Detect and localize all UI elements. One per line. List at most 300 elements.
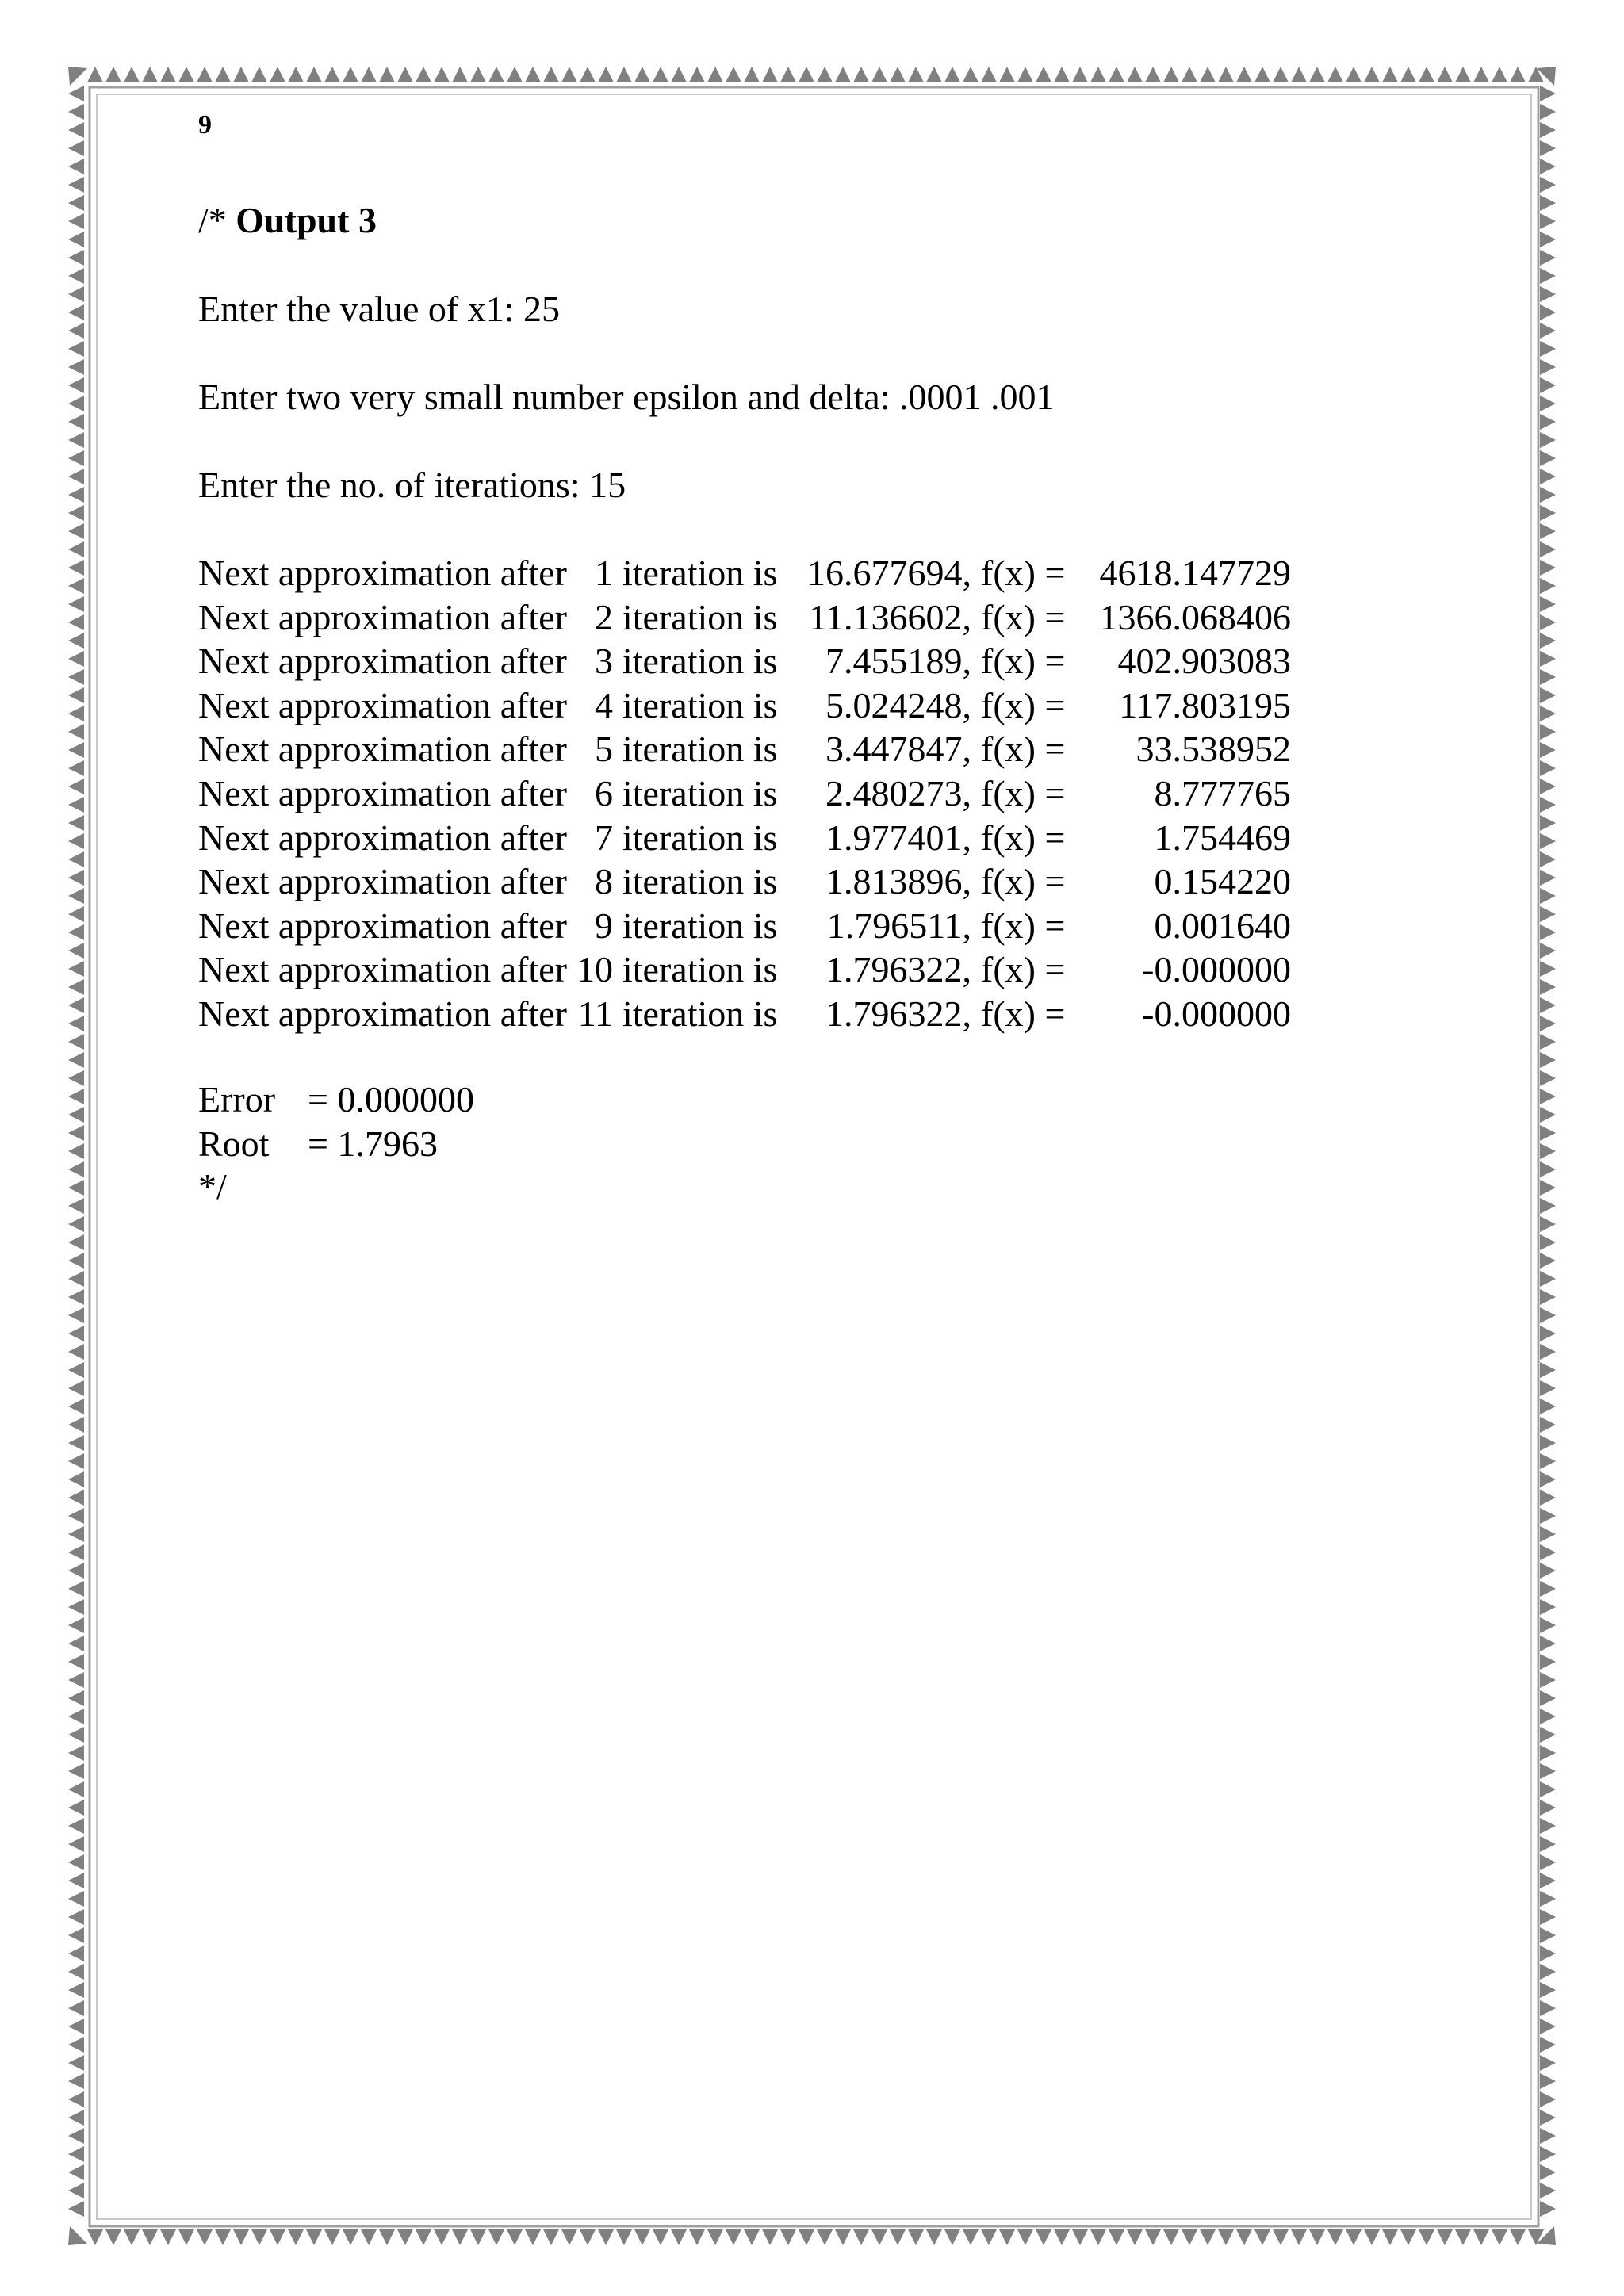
root-value: = 1.7963 <box>308 1123 438 1164</box>
border-triangle-left <box>68 1161 84 1177</box>
border-triangle-right <box>1540 979 1556 995</box>
border-triangle-left <box>68 1362 84 1378</box>
border-triangle-left <box>68 1836 84 1852</box>
border-triangle-right <box>1540 2091 1556 2107</box>
border-triangle-bottom <box>288 2229 304 2245</box>
iteration-mid-text: iteration is <box>622 993 778 1034</box>
border-triangle-bottom <box>416 2229 431 2245</box>
border-triangle-bottom <box>853 2229 869 2245</box>
border-triangle-left <box>68 1891 84 1907</box>
border-triangle-left <box>68 742 84 758</box>
border-triangle-top <box>726 67 741 82</box>
border-triangle-left <box>68 2019 84 2034</box>
iteration-fx-value: -0.000000 <box>1142 949 1291 989</box>
border-triangle-right <box>1540 997 1556 1013</box>
border-triangle-left <box>68 1490 84 1506</box>
border-triangle-bottom <box>780 2229 796 2245</box>
border-triangle-right <box>1540 1599 1556 1615</box>
border-triangle-top <box>1254 67 1270 82</box>
border-triangle-right <box>1540 1818 1556 1834</box>
border-triangle-top <box>1455 67 1471 82</box>
border-triangle-right <box>1540 414 1556 430</box>
border-triangle-right <box>1540 304 1556 320</box>
iteration-mid-text: iteration is <box>622 861 778 901</box>
iteration-number: 7 <box>595 817 613 858</box>
border-triangle-bottom <box>890 2229 906 2245</box>
border-triangle-left <box>68 1526 84 1542</box>
border-triangle-right <box>1540 1253 1556 1269</box>
border-triangle-left <box>68 213 84 229</box>
iteration-prefix: Next approximation after <box>198 861 567 901</box>
iteration-fx-label: f(x) = <box>981 553 1066 593</box>
border-triangle-left <box>68 1781 84 1797</box>
border-triangle-right <box>1540 1234 1556 1250</box>
border-triangle-left <box>68 1234 84 1250</box>
border-triangle-left <box>68 633 84 649</box>
border-triangle-right <box>1540 651 1556 667</box>
border-triangle-top <box>270 67 285 82</box>
border-triangle-left <box>68 870 84 886</box>
border-triangle-top <box>926 67 942 82</box>
border-triangle-left <box>68 1435 84 1451</box>
border-triangle-right <box>1540 1727 1556 1743</box>
iteration-mid-text: iteration is <box>622 773 778 813</box>
border-triangle-left <box>68 159 84 174</box>
border-triangle-left <box>68 779 84 794</box>
border-triangle-left <box>68 2164 84 2180</box>
border-triangle-top <box>1327 67 1343 82</box>
border-triangle-top <box>1382 67 1398 82</box>
border-triangle-left <box>68 232 84 247</box>
border-triangle-bottom <box>963 2229 979 2245</box>
iteration-fx-value: 8.777765 <box>1154 773 1291 813</box>
iteration-x-value: 1.813896, <box>825 861 971 901</box>
border-triangle-right <box>1540 1836 1556 1852</box>
border-triangle-right <box>1540 724 1556 740</box>
border-triangle-right <box>1540 432 1556 448</box>
iteration-prefix: Next approximation after <box>198 553 567 593</box>
border-triangle-top <box>434 67 450 82</box>
border-triangle-bottom <box>215 2229 231 2245</box>
border-triangle-right <box>1540 1672 1556 1688</box>
border-triangle-top <box>105 67 121 82</box>
border-triangle-top <box>853 67 869 82</box>
border-triangle-bottom <box>1054 2229 1070 2245</box>
border-triangle-left <box>68 1271 84 1287</box>
iteration-fx-value: 0.001640 <box>1154 905 1291 946</box>
border-triangle-right <box>1540 1435 1556 1451</box>
border-triangle-bottom <box>324 2229 340 2245</box>
border-triangle-left <box>68 104 84 120</box>
border-triangle-bottom <box>1200 2229 1216 2245</box>
border-triangle-right <box>1540 851 1556 867</box>
border-triangle-right <box>1540 1909 1556 1925</box>
iteration-fx-value: 402.903083 <box>1117 641 1291 681</box>
border-triangle-top <box>324 67 340 82</box>
border-triangle-right <box>1540 1508 1556 1524</box>
iteration-number: 8 <box>595 861 613 901</box>
border-triangle-right <box>1540 1107 1556 1123</box>
border-triangle-bottom <box>1090 2229 1106 2245</box>
border-triangle-left <box>68 1198 84 1214</box>
border-triangle-top <box>871 67 887 82</box>
border-triangle-right <box>1540 1709 1556 1724</box>
border-triangle-right <box>1540 2146 1556 2162</box>
border-triangle-bottom <box>361 2229 377 2245</box>
iteration-x-value: 7.455189, <box>825 641 971 681</box>
iteration-x-value: 1.977401, <box>825 817 971 858</box>
border-triangle-right <box>1540 1636 1556 1651</box>
border-triangle-left <box>68 851 84 867</box>
border-triangle-left <box>68 177 84 193</box>
border-triangle-bottom <box>981 2229 997 2245</box>
border-triangle-top <box>561 67 577 82</box>
border-triangle-bottom <box>1327 2229 1343 2245</box>
border-triangle-left <box>68 1873 84 1888</box>
border-triangle-left <box>68 1927 84 1943</box>
border-triangle-left <box>68 1380 84 1396</box>
border-triangle-left <box>68 359 84 375</box>
border-triangle-right <box>1540 1946 1556 1961</box>
border-triangle-right <box>1540 1417 1556 1433</box>
border-triangle-left <box>68 1107 84 1123</box>
border-triangle-left <box>68 1599 84 1615</box>
border-triangle-bottom <box>1291 2229 1307 2245</box>
iteration-fx-value: 33.538952 <box>1136 729 1291 769</box>
border-triangle-bottom <box>1127 2229 1143 2245</box>
border-triangle-right <box>1540 669 1556 685</box>
border-triangle-right <box>1540 1563 1556 1578</box>
border-triangle-top <box>452 67 468 82</box>
border-corner-top-left <box>68 67 87 86</box>
border-triangle-top <box>288 67 304 82</box>
border-triangle-top <box>470 67 486 82</box>
border-triangle-bottom <box>1236 2229 1252 2245</box>
border-triangle-top <box>1109 67 1124 82</box>
border-triangle-top <box>1072 67 1088 82</box>
border-triangle-left <box>68 596 84 612</box>
iteration-prefix: Next approximation after <box>198 993 567 1034</box>
border-triangle-right <box>1540 833 1556 849</box>
border-triangle-left <box>68 651 84 667</box>
border-triangle-bottom <box>1437 2229 1453 2245</box>
border-triangle-top <box>1492 67 1507 82</box>
border-triangle-left <box>68 1016 84 1031</box>
border-triangle-left <box>68 487 84 503</box>
border-triangle-top <box>1473 67 1489 82</box>
border-triangle-right <box>1540 1854 1556 1870</box>
border-triangle-left <box>68 687 84 703</box>
border-triangle-top <box>1017 67 1033 82</box>
border-triangle-top <box>1400 67 1416 82</box>
border-triangle-top <box>1218 67 1234 82</box>
border-triangle-right <box>1540 2073 1556 2089</box>
border-triangle-bottom <box>1400 2229 1416 2245</box>
iteration-prefix: Next approximation after <box>198 641 567 681</box>
border-triangle-left <box>68 1800 84 1816</box>
border-triangle-left <box>68 1508 84 1524</box>
iteration-fx-value: 117.803195 <box>1119 685 1291 725</box>
border-triangle-top <box>1200 67 1216 82</box>
border-triangle-bottom <box>799 2229 814 2245</box>
border-triangle-left <box>68 86 84 101</box>
border-triangle-bottom <box>726 2229 741 2245</box>
iteration-fx-label: f(x) = <box>981 729 1066 769</box>
iteration-number: 11 <box>577 993 613 1034</box>
iteration-prefix: Next approximation after <box>198 685 567 725</box>
border-triangle-right <box>1540 1399 1556 1414</box>
border-triangle-right <box>1540 159 1556 174</box>
border-triangle-bottom <box>1254 2229 1270 2245</box>
border-triangle-bottom <box>908 2229 924 2245</box>
border-triangle-bottom <box>1473 2229 1489 2245</box>
border-triangle-left <box>68 286 84 302</box>
border-triangle-bottom <box>999 2229 1015 2245</box>
iteration-fx-label: f(x) = <box>981 949 1066 989</box>
border-triangle-top <box>197 67 213 82</box>
border-triangle-top <box>1090 67 1106 82</box>
border-triangle-top <box>598 67 614 82</box>
iteration-mid-text: iteration is <box>622 553 778 593</box>
iteration-mid-text: iteration is <box>622 597 778 637</box>
border-triangle-top <box>379 67 395 82</box>
border-triangle-left <box>68 1399 84 1414</box>
border-triangle-left <box>68 1417 84 1433</box>
iteration-number: 4 <box>595 685 613 725</box>
border-triangle-right <box>1540 1143 1556 1159</box>
border-triangle-bottom <box>270 2229 285 2245</box>
border-triangle-right <box>1540 1964 1556 1980</box>
border-triangle-right <box>1540 742 1556 758</box>
border-triangle-left <box>68 815 84 831</box>
border-triangle-right <box>1540 487 1556 503</box>
border-triangle-right <box>1540 1800 1556 1816</box>
border-triangle-bottom <box>1309 2229 1325 2245</box>
border-triangle-right <box>1540 250 1556 266</box>
border-triangle-left <box>68 760 84 776</box>
border-triangle-left <box>68 523 84 539</box>
border-triangle-top <box>780 67 796 82</box>
border-triangle-bottom <box>1145 2229 1161 2245</box>
border-triangle-top <box>653 67 668 82</box>
iteration-x-value: 1.796322, <box>825 949 971 989</box>
border-triangle-bottom <box>488 2229 504 2245</box>
border-triangle-right <box>1540 286 1556 302</box>
border-triangle-bottom <box>1182 2229 1197 2245</box>
border-triangle-right <box>1540 122 1556 138</box>
border-triangle-left <box>68 578 84 594</box>
border-triangle-right <box>1540 1326 1556 1341</box>
border-triangle-right <box>1540 1490 1556 1506</box>
border-triangle-top <box>488 67 504 82</box>
border-triangle-right <box>1540 1052 1556 1068</box>
border-triangle-top <box>963 67 979 82</box>
iteration-fx-value: 1.754469 <box>1154 817 1291 858</box>
border-triangle-left <box>68 432 84 448</box>
border-triangle-right <box>1540 213 1556 229</box>
border-triangle-right <box>1540 2164 1556 2180</box>
border-triangle-left <box>68 450 84 466</box>
border-triangle-right <box>1540 924 1556 940</box>
prompt-epsilon-delta: Enter two very small number epsilon and delta: .0001 .001 <box>198 377 1055 417</box>
border-triangle-right <box>1540 1927 1556 1943</box>
iteration-fx-label: f(x) = <box>981 773 1066 813</box>
border-triangle-top <box>999 67 1015 82</box>
border-triangle-right <box>1540 596 1556 612</box>
border-triangle-top <box>397 67 413 82</box>
border-triangle-bottom <box>762 2229 778 2245</box>
border-triangle-right <box>1540 232 1556 247</box>
border-triangle-left <box>68 1854 84 1870</box>
border-triangle-top <box>1291 67 1307 82</box>
border-triangle-left <box>68 1672 84 1688</box>
iteration-fx-label: f(x) = <box>981 993 1066 1034</box>
border-triangle-bottom <box>871 2229 887 2245</box>
border-triangle-left <box>68 396 84 411</box>
iteration-fx-value: 1366.068406 <box>1099 597 1291 637</box>
border-triangle-left <box>68 1253 84 1269</box>
border-triangle-top <box>525 67 541 82</box>
border-triangle-left <box>68 1034 84 1050</box>
border-triangle-right <box>1540 560 1556 576</box>
border-triangle-left <box>68 1326 84 1341</box>
border-triangle-left <box>68 1070 84 1086</box>
border-triangle-bottom <box>452 2229 468 2245</box>
border-triangle-right <box>1540 523 1556 539</box>
border-triangle-bottom <box>470 2229 486 2245</box>
iteration-fx-value: 4618.147729 <box>1099 553 1291 593</box>
iteration-prefix: Next approximation after <box>198 949 567 989</box>
border-triangle-left <box>68 1344 84 1360</box>
border-triangle-right <box>1540 1654 1556 1670</box>
border-triangle-right <box>1540 614 1556 630</box>
border-triangle-bottom <box>233 2229 249 2245</box>
border-triangle-right <box>1540 1289 1556 1305</box>
iteration-number: 2 <box>595 597 613 637</box>
border-triangle-left <box>68 1709 84 1724</box>
border-triangle-bottom <box>1510 2229 1526 2245</box>
iteration-fx-value: -0.000000 <box>1142 993 1291 1034</box>
border-triangle-left <box>68 1909 84 1925</box>
border-triangle-bottom <box>689 2229 705 2245</box>
border-triangle-bottom <box>124 2229 140 2245</box>
iteration-mid-text: iteration is <box>622 905 778 946</box>
border-triangle-top <box>160 67 176 82</box>
border-triangle-bottom <box>197 2229 213 2245</box>
border-triangle-left <box>68 505 84 521</box>
border-triangle-right <box>1540 961 1556 977</box>
border-triangle-right <box>1540 2055 1556 2071</box>
border-triangle-left <box>68 1581 84 1597</box>
border-triangle-right <box>1540 1581 1556 1597</box>
iteration-fx-label: f(x) = <box>981 597 1066 637</box>
border-triangle-right <box>1540 140 1556 156</box>
border-triangle-top <box>1054 67 1070 82</box>
border-triangle-right <box>1540 341 1556 357</box>
border-triangle-top <box>1364 67 1380 82</box>
border-triangle-top <box>817 67 833 82</box>
border-triangle-bottom <box>817 2229 833 2245</box>
border-triangle-left <box>68 140 84 156</box>
border-triangle-right <box>1540 1307 1556 1323</box>
border-triangle-right <box>1540 1125 1556 1141</box>
border-triangle-bottom <box>397 2229 413 2245</box>
border-triangle-right <box>1540 2019 1556 2034</box>
border-triangle-top <box>981 67 997 82</box>
iteration-prefix: Next approximation after <box>198 905 567 946</box>
border-triangle-left <box>68 1544 84 1560</box>
border-triangle-left <box>68 797 84 813</box>
border-triangle-top <box>944 67 960 82</box>
border-triangle-right <box>1540 377 1556 393</box>
border-triangle-bottom <box>507 2229 523 2245</box>
border-triangle-left <box>68 469 84 484</box>
border-triangle-bottom <box>835 2229 851 2245</box>
border-triangle-right <box>1540 1873 1556 1888</box>
iteration-mid-text: iteration is <box>622 949 778 989</box>
border-triangle-right <box>1540 1344 1556 1360</box>
border-triangle-right <box>1540 1982 1556 1998</box>
border-triangle-left <box>68 1307 84 1323</box>
border-triangle-top <box>416 67 431 82</box>
border-triangle-right <box>1540 1034 1556 1050</box>
border-triangle-left <box>68 706 84 721</box>
prompt-x1: Enter the value of x1: 25 <box>198 289 561 329</box>
border-triangle-right <box>1540 1471 1556 1487</box>
border-triangle-right <box>1540 505 1556 521</box>
border-triangle-left <box>68 541 84 557</box>
border-triangle-left <box>68 414 84 430</box>
border-triangle-right <box>1540 323 1556 339</box>
border-triangle-right <box>1540 450 1556 466</box>
iteration-fx-label: f(x) = <box>981 817 1066 858</box>
iteration-x-value: 1.796322, <box>825 993 971 1034</box>
border-triangle-left <box>68 2183 84 2198</box>
iteration-mid-text: iteration is <box>622 729 778 769</box>
border-triangle-bottom <box>343 2229 358 2245</box>
border-triangle-right <box>1540 760 1556 776</box>
border-triangle-right <box>1540 1526 1556 1542</box>
page-number: 9 <box>198 110 212 140</box>
border-triangle-right <box>1540 815 1556 831</box>
comment-close: */ <box>198 1166 227 1207</box>
border-triangle-top <box>543 67 559 82</box>
border-triangle-top <box>1437 67 1453 82</box>
border-triangle-right <box>1540 578 1556 594</box>
border-triangle-left <box>68 1745 84 1761</box>
border-triangle-bottom <box>1017 2229 1033 2245</box>
border-triangle-left <box>68 1617 84 1633</box>
root-label: Root <box>198 1123 270 1164</box>
border-triangle-left <box>68 1982 84 1998</box>
border-triangle-top <box>1236 67 1252 82</box>
border-triangle-top <box>87 67 103 82</box>
border-triangle-bottom <box>1072 2229 1088 2245</box>
border-triangle-bottom <box>580 2229 596 2245</box>
iteration-prefix: Next approximation after <box>198 817 567 858</box>
border-triangle-bottom <box>251 2229 267 2245</box>
border-triangle-top <box>1163 67 1179 82</box>
border-triangle-left <box>68 250 84 266</box>
border-triangle-top <box>507 67 523 82</box>
border-triangle-left <box>68 2037 84 2053</box>
border-triangle-left <box>68 1964 84 1980</box>
border-triangle-left <box>68 2128 84 2144</box>
border-triangle-right <box>1540 104 1556 120</box>
border-triangle-right <box>1540 797 1556 813</box>
border-triangle-left <box>68 979 84 995</box>
border-triangle-left <box>68 1471 84 1487</box>
